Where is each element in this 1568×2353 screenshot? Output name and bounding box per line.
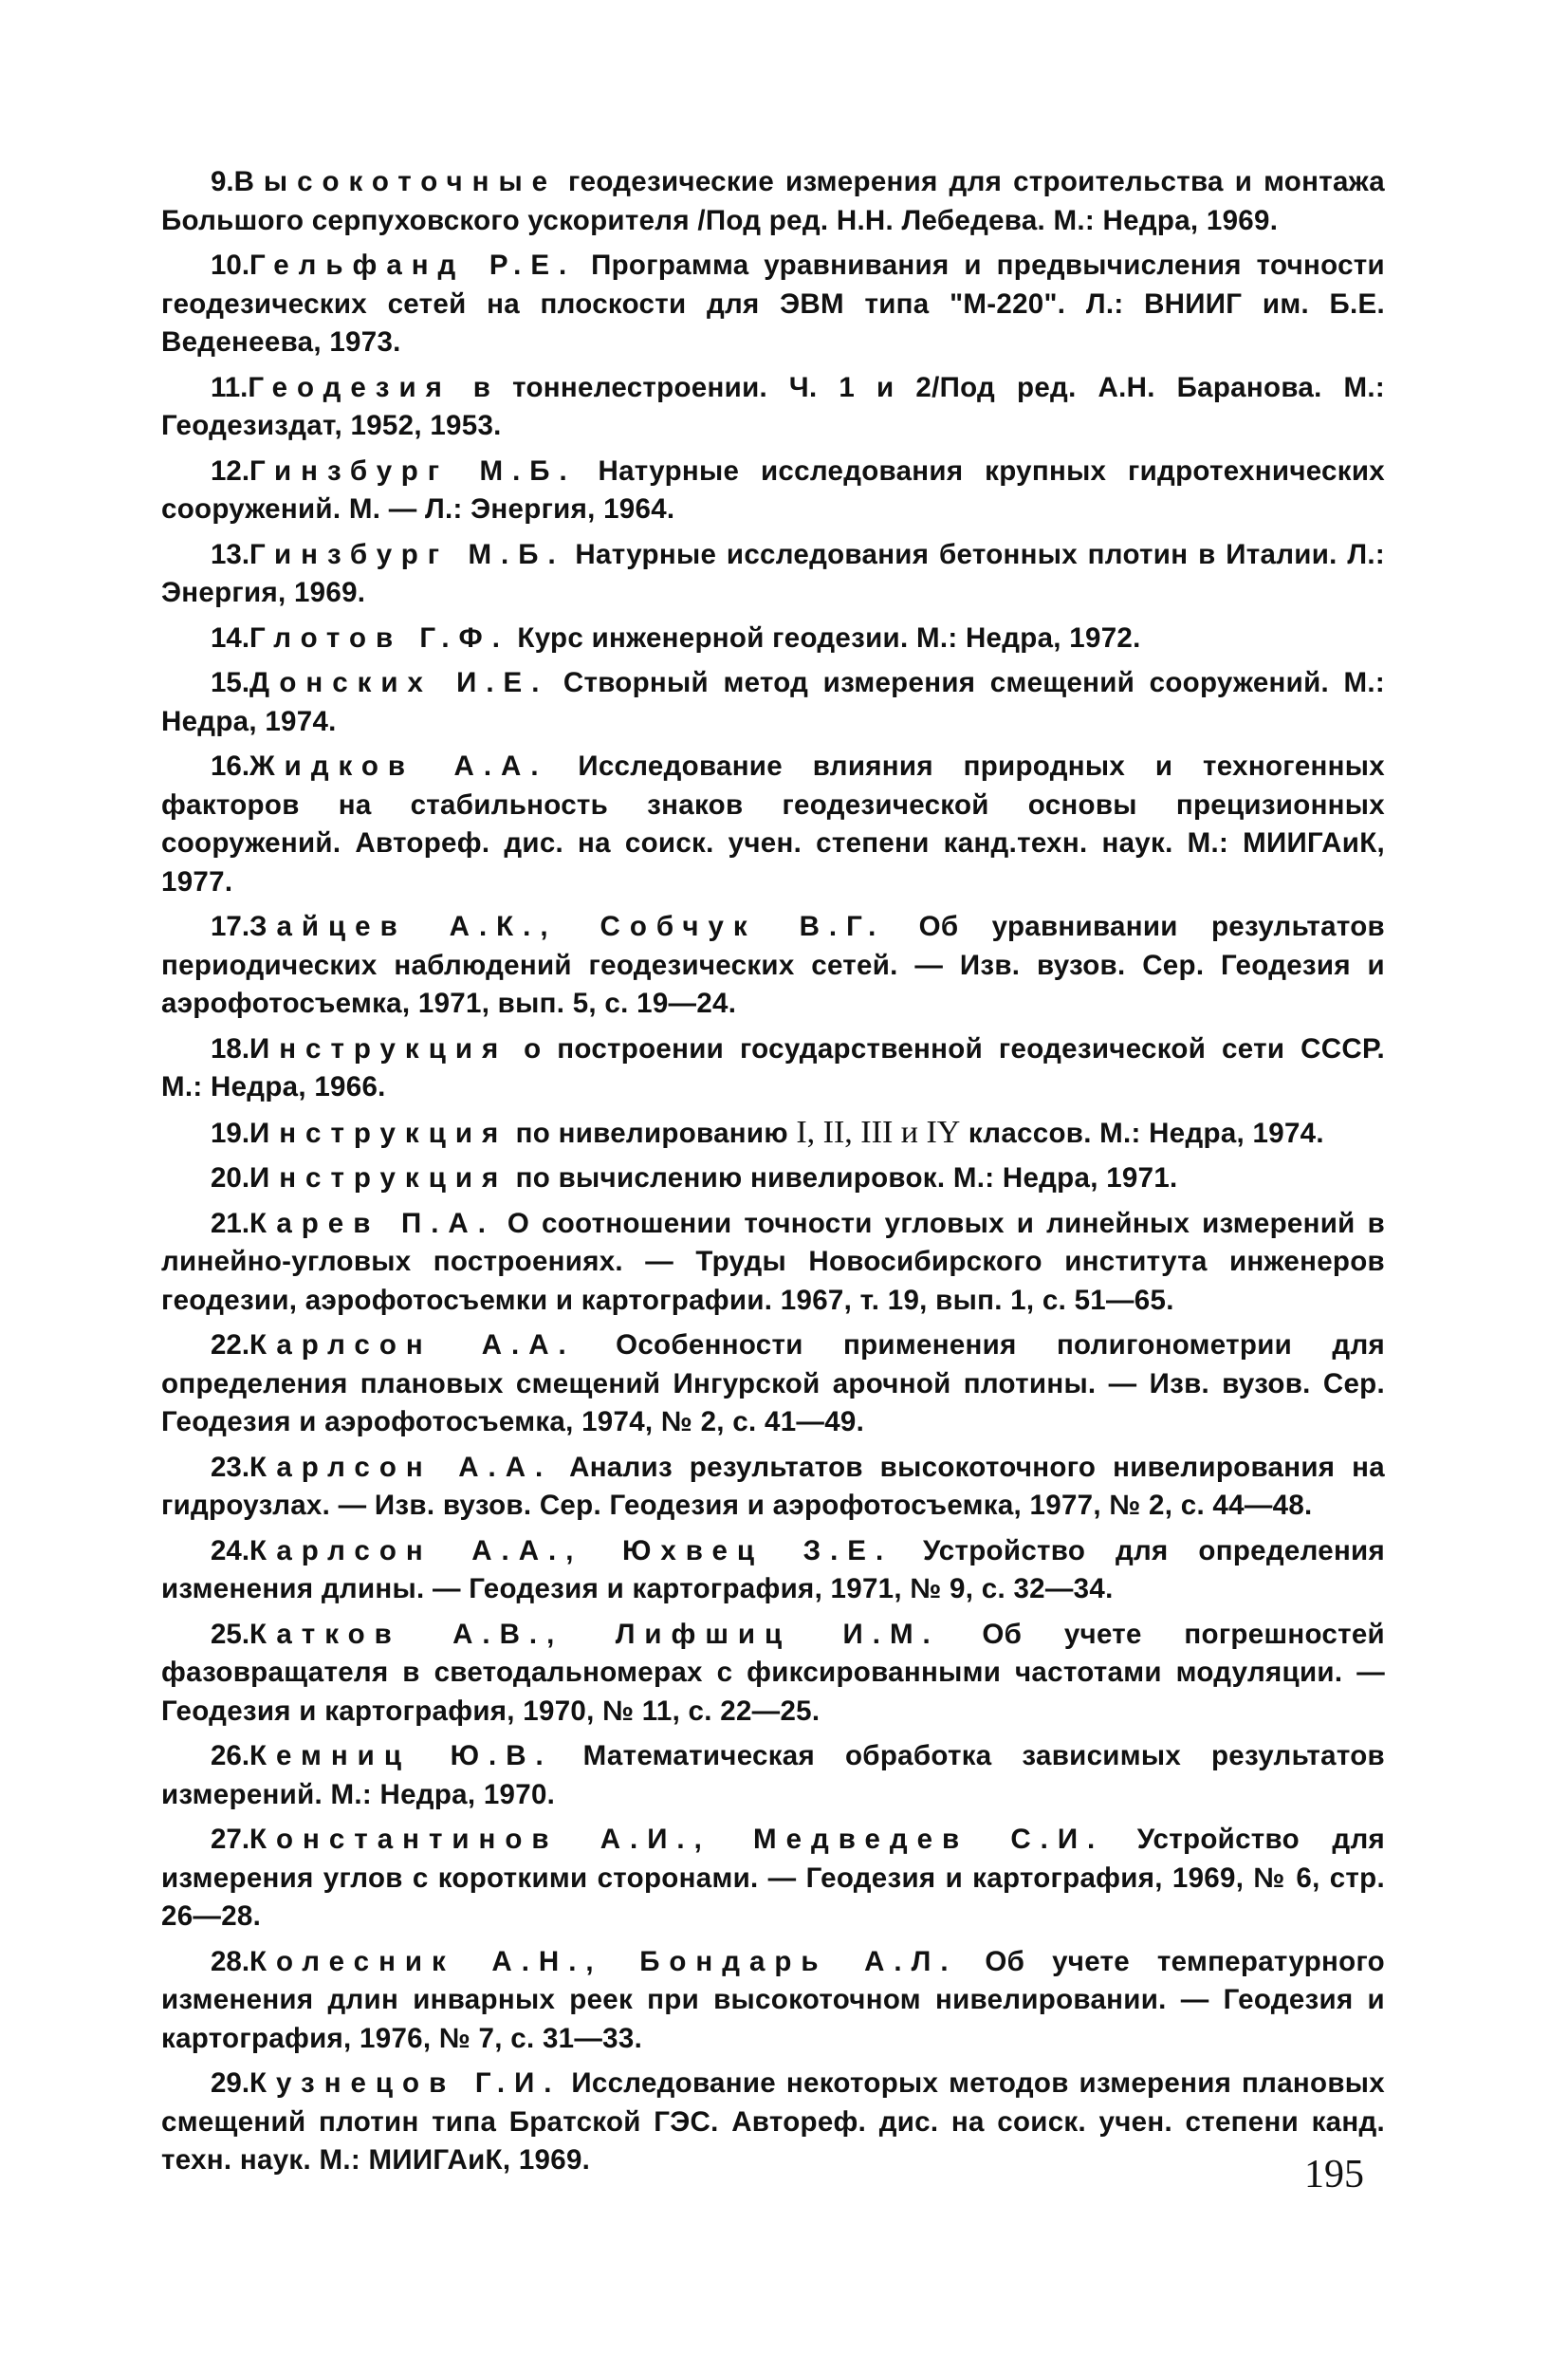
reference-author: Зайцев А.К., Собчук В.Г. — [249, 911, 886, 942]
reference-author: Донских И.Е. — [249, 667, 549, 698]
reference-text: Устройство для определения изменения длины. — Геодезия и картография, 1971, № 9, с. 32—34. — [161, 1534, 1386, 1604]
reference-text: Об уравнивании результатов периодических наблюдений геодезических сетей. — Изв. вузов. Сер. Геодезия и аэрофотосъемка, 1971, вып. 5, с. 19—24. — [161, 911, 1385, 1019]
reference-author: Гинзбург М.Б. — [249, 538, 565, 570]
reference-item — [161, 1205, 1385, 1321]
reference-number: 14. — [211, 621, 250, 654]
reference-text: Программа уравнивания и предвычисления точности геодезических сетей на плоскости для ЭВМ типа "М-220". Л.: ВНИИГ им. Б.Е. Веденеева, 1973. — [161, 250, 1385, 358]
reference-text: Натурные исследования бетонных плотин в Италии. Л.: Энергия, 1969. — [161, 538, 1385, 608]
reference-item — [161, 1943, 1385, 2059]
reference-item — [161, 1821, 1385, 1936]
reference-number: 15. — [211, 667, 250, 698]
reference-author: Глотов Г.Ф. — [249, 621, 509, 654]
reference-author: Катков А.В., Лифшиц И.М. — [249, 1618, 940, 1650]
reference-author: Инструкция — [249, 1117, 508, 1149]
reference-item — [161, 748, 1385, 901]
reference-author: Карев П.А. — [249, 1207, 495, 1239]
reference-author: Карлсон А.А. — [249, 1329, 576, 1361]
reference-text: геодезические измерения для строительства и монтажа Большого серпуховского ускорителя /Под ред. Н.Н. Лебедева. М.: Недра, 1969. — [161, 166, 1385, 236]
reference-item — [161, 620, 1385, 658]
reference-text: Математическая обработка зависимых результатов измерений. М.: Недра, 1970. — [161, 1740, 1385, 1810]
reference-item — [161, 1737, 1385, 1814]
reference-item — [161, 1532, 1385, 1609]
reference-item — [161, 664, 1385, 741]
reference-text-continued: классов. М.: Недра, 1974. — [960, 1117, 1324, 1149]
reference-item — [161, 247, 1385, 362]
reference-text: Курс инженерной геодезии. М.: Недра, 1972. — [508, 621, 1141, 654]
reference-text: по нивелированию — [507, 1117, 797, 1149]
bibliography-list — [161, 163, 1385, 2187]
roman-numeral-classes: I, II, III и IY — [796, 1114, 961, 1150]
reference-item — [161, 1326, 1385, 1442]
reference-author: Высокоточные — [233, 166, 558, 197]
reference-number: 19. — [211, 1117, 250, 1149]
reference-item — [161, 1159, 1385, 1198]
reference-item — [161, 1616, 1385, 1732]
reference-item — [161, 1114, 1385, 1154]
reference-number: 22. — [211, 1329, 250, 1361]
reference-author: Инструкция — [249, 1032, 508, 1065]
reference-number: 20. — [211, 1162, 250, 1194]
reference-author: Гинзбург М.Б. — [249, 454, 577, 487]
reference-author: Инструкция — [249, 1162, 508, 1194]
reference-item — [161, 453, 1385, 529]
reference-number: 10. — [211, 250, 250, 281]
reference-author: Карлсон А.А. — [249, 1451, 553, 1483]
reference-number: 16. — [211, 750, 250, 782]
reference-item — [161, 1449, 1385, 1526]
reference-author: Жидков А.А. — [249, 750, 548, 782]
reference-number: 25. — [211, 1618, 250, 1650]
reference-text: Особенности применения полигонометрии для определения плановых смещений Ингурской арочной плотины. — Изв. вузов. Сер. Геодезия и аэрофотосъемка, 1974, № 2, с. 41—49. — [161, 1329, 1385, 1437]
reference-author: Кемниц Ю.В. — [249, 1740, 553, 1771]
reference-text: Исследование некоторых методов измерения плановых смещений плотин типа Братской ГЭС. Автореф. дис. на соиск. учен. степени канд. техн. наук. М.: МИИГАиК, 1969. — [161, 2067, 1385, 2176]
reference-text: Исследование влияния природных и техногенных факторов на стабильность знаков геодезической основы прецизионных сооружений. Автореф. дис. на соиск. учен. степени канд.техн. наук. М.: МИИГАиК, 1977. — [161, 750, 1385, 898]
reference-text: Анализ результатов высокоточного нивелирования на гидроузлах. — Изв. вузов. Сер. Геодезия и аэрофотосъемка, 1977, № 2, с. 44—48. — [161, 1451, 1385, 1521]
reference-text: О соотношении точности угловых и линейных измерений в линейно-угловых построениях. — Труды Новосибирского института инженеров геодезии, аэрофотосъемки и картографии. 1967, т. 19, вып. 1, с. 51—65. — [161, 1207, 1385, 1316]
reference-author: Кузнецов Г.И. — [249, 2067, 562, 2099]
reference-number: 26. — [211, 1740, 250, 1771]
reference-text: Об учете погрешностей фазовращателя в светодальномерах с фиксированными частотами модуляции. — Геодезия и картография, 1970, № 11, с. 22—25. — [161, 1618, 1385, 1727]
reference-number: 13. — [211, 538, 250, 570]
reference-text: Натурные исследования крупных гидротехнических сооружений. М. — Л.: Энергия, 1964. — [161, 454, 1385, 525]
reference-text: Об учете температурного изменения длин инварных реек при высокоточном нивелировании. — Геодезия и картография, 1976, № 7, с. 31—33. — [161, 1945, 1385, 2054]
reference-number: 24. — [211, 1534, 250, 1566]
reference-author: Карлсон А.А., Юхвец З.Е. — [249, 1534, 894, 1566]
reference-author: Гельфанд Р.Е. — [249, 250, 577, 281]
reference-item — [161, 1030, 1385, 1107]
reference-text: Створный метод измерения смещений сооружений. М.: Недра, 1974. — [161, 667, 1385, 737]
reference-text: по вычислению нивелировок. М.: Недра, 1971. — [507, 1162, 1178, 1194]
reference-number: 27. — [211, 1824, 250, 1855]
reference-author: Константинов А.И., Медведев С.И. — [249, 1824, 1105, 1855]
reference-number: 11. — [211, 371, 249, 403]
reference-number: 29. — [211, 2067, 250, 2099]
reference-author: Геодезия — [248, 371, 452, 403]
reference-text: Устройство для измерения углов с короткими сторонами. — Геодезия и картография, 1969, № 6, стр. 26—28. — [161, 1824, 1385, 1932]
reference-number: 18. — [211, 1032, 250, 1065]
reference-text: о построении государственной геодезической сети СССР. М.: Недра, 1966. — [161, 1032, 1385, 1102]
reference-item — [161, 536, 1385, 613]
reference-text: в тоннелестроении. Ч. 1 и 2/Под ред. А.Н. Баранова. М.: Геодезиздат, 1952, 1953. — [161, 371, 1385, 441]
reference-number: 9. — [211, 166, 234, 197]
reference-number: 12. — [211, 454, 250, 487]
reference-author: Колесник А.Н., Бондарь А.Л. — [249, 1945, 958, 1977]
reference-item — [161, 908, 1385, 1024]
reference-item — [161, 163, 1385, 240]
reference-number: 28. — [211, 1945, 250, 1977]
reference-item — [161, 369, 1385, 446]
page-number: 195 — [1304, 2153, 1364, 2196]
reference-number: 23. — [211, 1451, 250, 1483]
reference-item — [161, 2065, 1385, 2180]
reference-number: 21. — [211, 1207, 250, 1239]
reference-number: 17. — [211, 911, 250, 942]
